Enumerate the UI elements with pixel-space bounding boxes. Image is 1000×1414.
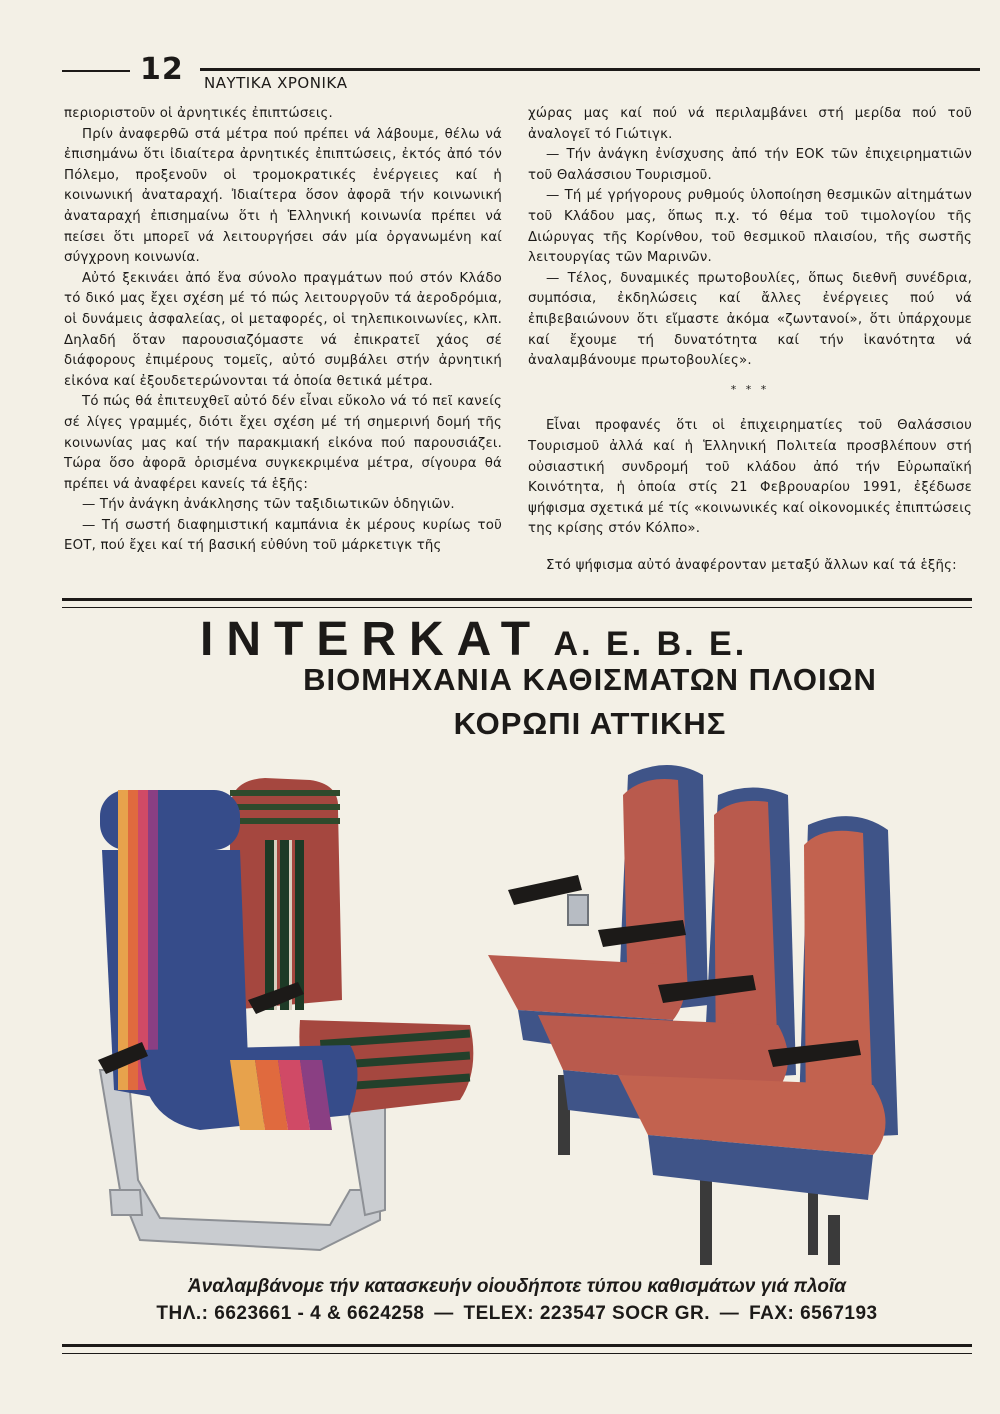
advertisement-location: ΚΟΡΩΠΙ ΑΤΤΙΚΗΣ (453, 706, 727, 741)
article-paragraph: χώρας μας καί πού νά περιλαμβάνει στή μερίδα πού τοῦ ἀναλογεῖ τό Γιώτιγκ. (528, 106, 972, 142)
advertisement-contact (62, 1303, 972, 1325)
advertisement-tagline: Ἀναλαμβάνομε τήν κατασκευήν οἱουδήποτε τύπου καθισμάτων γιά πλοῖα (187, 1276, 847, 1297)
striped-seats-photo (80, 770, 480, 1260)
article-bullet: — Τήν ἀνάγκη ἀνάκλησης τῶν ταξιδιωτικῶν ὁδηγιῶν. (82, 497, 455, 513)
article-bullet: — Τήν ἀνάγκη ἐνίσχυσης ἀπό τήν ΕΟΚ τῶν ἐπιχειρηματιῶν τοῦ Θαλάσσιου Τουρισμοῦ. (528, 147, 972, 183)
article-left-column (64, 104, 502, 557)
article-paragraph: περιοριστοῦν οἱ ἀρνητικές ἐπιπτώσεις. (64, 106, 333, 121)
advertisement-headline: ΒΙΟΜΗΧΑΝΙΑ ΚΑΘΙΣΜΑΤΩΝ ΠΛΟΙΩΝ (303, 662, 877, 697)
article-paragraph: Εἶναι προφανές ὅτι οἱ ἐπιχειρηματίες τοῦ Θαλάσσιου Τουρισμοῦ ἀλλά καί ἡ Ἑλληνική Πολιτεία προσβλέπουν στή οὐσιαστική συνδρομή τοῦ κλάδου ἀπό τήν Εὐρωπαϊκή Κοινότητα, ἡ ὁποία στίς 21 Φεβρουαρίου 1991, ἐξέδωσε ψήφισμα σχετικά μέ τίς «κοινωνικές καί οἰκονομικές ἐπιπτώσεις της κρίσης στόν Κόλπο». (528, 418, 973, 537)
article-bullet: — Τέλος, δυναμικές πρωτοβουλίες, ὅπως διεθνῆ συνέδρια, συμπόσια, ἐκδηλώσεις καί ἄλλες ἐνέργειες πού νά ἐπιβεβαιώνουν ὅτι εἴμαστε ἀκόμα «ζωντανοί», ὅτι ὑπάρχουμε καί ἔχουμε τή δυνατότητα καί τήν ἱκανότητα νά ἀναλαμβάνουμε πρωτοβουλίες». (528, 270, 972, 369)
advertisement-brand (200, 612, 747, 667)
article-paragraph: Αὐτό ξεκινάει ἀπό ἕνα σύνολο πραγμάτων πού στόν Κλάδο τό δικό μας ἔχει σχέση μέ τό πώς λειτουργοῦν τά ἀεροδρόμια, οἱ δυνάμεις ἀσφαλείας, οἱ μεταφορές, οἱ τηλεπικοινωνίες, κλπ. Δηλαδή ὅταν παρουσιαζόμαστε νά ἐπικρατεῖ χάος σέ διάφορους ἐπιμέρους τομεῖς, αὐτό συμβάλει στήν ἀρνητική εἰκόνα καί ἐξουδετερώνονται τά ὁποία θετικά μέτρα. (64, 270, 502, 389)
brand-suffix: A. E. B. E. (553, 625, 748, 663)
advertisement-top-rule (62, 598, 972, 608)
page-number: 12 (140, 52, 184, 87)
brand-name: INTERKAT (200, 613, 544, 666)
header-rule-left (62, 70, 130, 72)
advertisement-bottom-rule (62, 1344, 972, 1354)
article-right-column (528, 104, 972, 576)
header-rule-right (200, 68, 980, 71)
contact-separator: — (434, 1303, 454, 1324)
article-paragraph: Τό πώς θά ἐπιτευχθεῖ αὐτό δέν εἶναι εὔκολο νά τό πεῖ κανείς σέ λίγες γραμμές, διότι ἔχει σχέση μέ τή σημερινή δομή τῆς κοινωνίας μας καί τήν παρακμιακή εἰκόνα πού παρουσιάζει. Τώρα ὅσο ἀφορᾶ ὁρισμένα συγκεκριμένα μέτρα, σίγουρα θά πρέπει νά ἀναφέρει κανείς τά ἑξῆς: (64, 394, 502, 492)
contact-telex: TELEX: 223547 SOCR GR. (463, 1303, 710, 1324)
publication-title: ΝΑΥΤΙΚΑ ΧΡΟΝΙΚΑ (204, 74, 348, 92)
article-paragraph: Πρίν ἀναφερθῶ στά μέτρα πού πρέπει νά λάβουμε, θέλω νά ἐπισημάνω ὅτι ἰδιαίτερα ἀρνητικές ἐπιπτώσεις, ἐκτός ἀπό τόν Πόλεμο, προξενοῦν οἱ τρομοκρατικές ἐνέργειες καί ἡ κοινωνική ἀναταραχή. Ἰδιαίτερα ὅσον ἀφορᾶ τήν κοινωνική ἀναταραχή ἐπισημαίνω ὅτι ἡ Ἑλληνική κοινωνία πρέπει νά πείσει ὅτι μπορεῖ νά λειτουργήσει σάν μία ὀργανωμένη καί σύγχρονη κοινωνία. (64, 126, 502, 266)
contact-phone: ΤΗΛ.: 6623661 - 4 & 6624258 (156, 1303, 425, 1324)
vinyl-seat-row-photo (478, 755, 978, 1265)
page-header (62, 48, 980, 98)
seat-back-row (488, 765, 708, 1060)
article-bullet: — Τή μέ γρήγορους ρυθμούς ὑλοποίηση θεσμικῶν αἰτημάτων τοῦ Κλάδου μας, ὅπως π.χ. τό θέμα τοῦ τιμολογίου τῆς Διώρυγας τῆς Κορίνθου, τοῦ θεσμικοῦ πλαισίου, τῆς σωστῆς λειτουργίας τῶν Μαρινῶν. (528, 188, 972, 266)
section-separator: * * * (730, 382, 770, 396)
article-bullet: — Τή σωστή διαφημιστική καμπάνια ἐκ μέρους κυρίως τοῦ ΕΟΤ, πού ἔχει καί τή βασική εὐθύνη τοῦ μάρκετιγκ τῆς (64, 517, 502, 554)
contact-fax: FAX: 6567193 (749, 1303, 878, 1324)
article-paragraph: Στό ψήφισμα αὐτό ἀναφέρονταν μεταξύ ἄλλων καί τά ἑξῆς: (546, 557, 957, 573)
contact-separator: — (719, 1303, 740, 1324)
